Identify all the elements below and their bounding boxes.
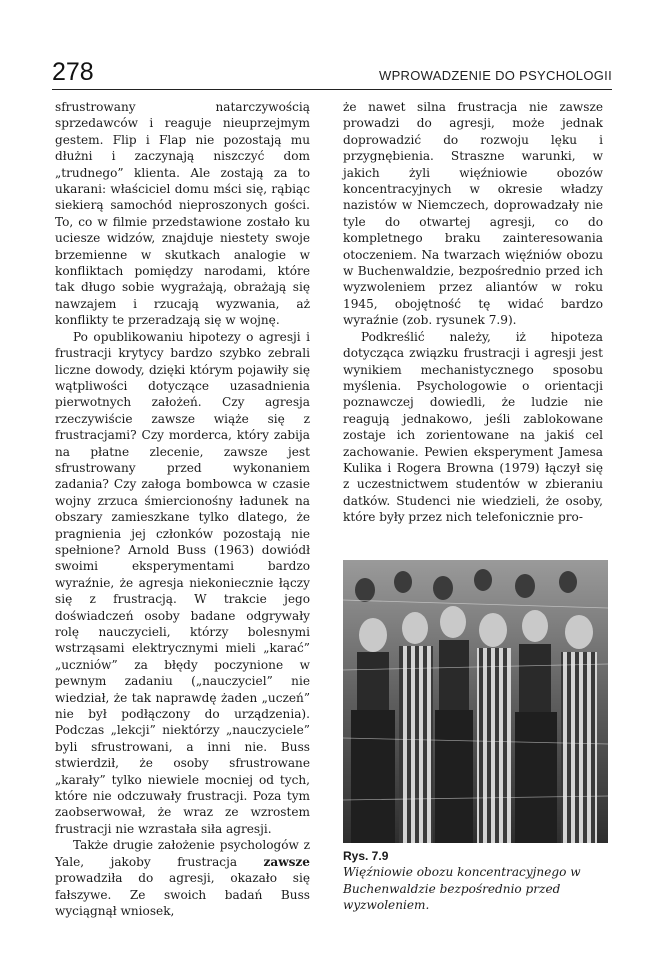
page-header <box>52 58 612 92</box>
left-paragraph-3 <box>55 837 310 919</box>
running-title: WPROWADZENIE DO PSYCHOLOGII <box>379 68 612 83</box>
left-paragraph-3-start: Także drugie założenie psychologów z Yale, jakoby frustracja <box>55 838 310 869</box>
figure-caption <box>343 848 608 914</box>
header-rule <box>52 89 612 90</box>
right-paragraph-2: Podkreślić należy, iż hipoteza dotycząca związku frustracji i agresji jest wynikiem mechanistycznego sposobu myślenia. Psychologowie o orientacji poznawczej dowiedli, że ludzie nie reagują jednakowo, jeśli zablokowane zostaje ich zorientowane na jakiś cel zachowanie. Pewien eksperyment Jamesa Kulika i Rogera Browna (1979) łączył się z uczestnictwem studentów w zbieraniu datków. Studenci nie wiedzieli, że osoby, które były przez nich telefonicznie pro- <box>343 329 603 525</box>
emphasis-zawsze: zawsze <box>263 854 310 869</box>
left-column <box>55 99 310 919</box>
right-paragraph-1: że nawet silna frustracja nie zawsze prowadzi do agresji, może jednak doprowadzić do rozwoju lęku i przygnębienia. Straszne warunki, w jakich żyli więźniowie obozów koncentracyjnych w okresie władzy nazistów w Niemczech, doprowadzały nie tyle do otwartej agresji, co do kompletnego braku zainteresowania otoczeniem. Na twarzach więźniów obozu w Buchenwaldzie, bezpośrednio przed ich wyzwoleniem przez aliantów w roku 1945, obojętność tę widać bardzo wyraźnie (zob. rysunek 7.9). <box>343 100 603 328</box>
prisoners-photo-illustration <box>343 560 608 843</box>
right-column <box>343 99 603 526</box>
figure-photo <box>343 560 608 843</box>
left-paragraph-3-end: prowadziła do agresji, okazało się fałszywe. Ze swoich badań Buss wyciągnął wniosek, <box>55 871 310 918</box>
left-paragraph-2: Po opublikowaniu hipotezy o agresji i frustracji krytycy bardzo szybko zebrali liczne dowody, dzięki którym pojawiły się wątpliwości dotyczące uzasadnienia pierwotnych założeń. Czy agresja rzeczywiście zawsze wiąże się z frustracjami? Czy morderca, który zabija na płatne zlecenie, zawsze jest sfrustrowany przed wykonaniem zadania? Czy załoga bombowca w czasie wojny zrzuca śmiercionośny ładunek na obszary zamieszkane tylko dlatego, że pragnienia jej członków pozostają nie spełnione? Arnold Buss (1963) dowiódł swoimi eksperymentami bardzo wyraźnie, że agresja niekoniecznie łączy się z frustracją. W trakcie jego doświadczeń osoby badane odgrywały rolę nauczycieli, którzy bolesnymi wstrząsami elektrycznymi mieli „karać” „uczniów” za błędy poczynione w pewnym zadaniu („nauczyciel” nie wiedział, że tak naprawdę żaden „uczeń” nie był podłączony do urządzenia). Podczas „lekcji” niektórzy „nauczyciele” byli sfrustrowani, a inni nie. Buss stwierdził, że osoby sfrustrowane „karały” tylko niewiele mocniej od tych, które nie odczuwały frustracji. Poza tym zaobserwował, że wraz ze wzrostem frustracji nie wzrastała siła agresji. <box>55 329 310 836</box>
figure-label: Rys. 7.9 <box>343 849 389 863</box>
page-number: 278 <box>52 58 94 86</box>
left-paragraph-1: sfrustrowany natarczywością sprzedawców i reaguje nieuprzejmym gestem. Flip i Flap nie pozostają mu dłużni i zaczynają niszczyć dom „trudnego” klienta. Ale zostają za to ukarani: właściciel domu mści się, rąbiąc siekierą samochód nieproszonych gości. To, co w filmie przedstawione zostało ku uciesze widzów, znajduje niestety swoje brzemienne w skutkach analogie w konfliktach pomiędzy narodami, które tak długo sobie wygrażają, obrażają się nawzajem i rzucają wyzwania, aż konflikty te przeradzają się w wojnę. <box>55 100 310 328</box>
figure-caption-text: Więźniowie obozu koncentracyjnego w Buchenwaldzie bezpośrednio przed wyzwoleniem. <box>343 865 581 913</box>
